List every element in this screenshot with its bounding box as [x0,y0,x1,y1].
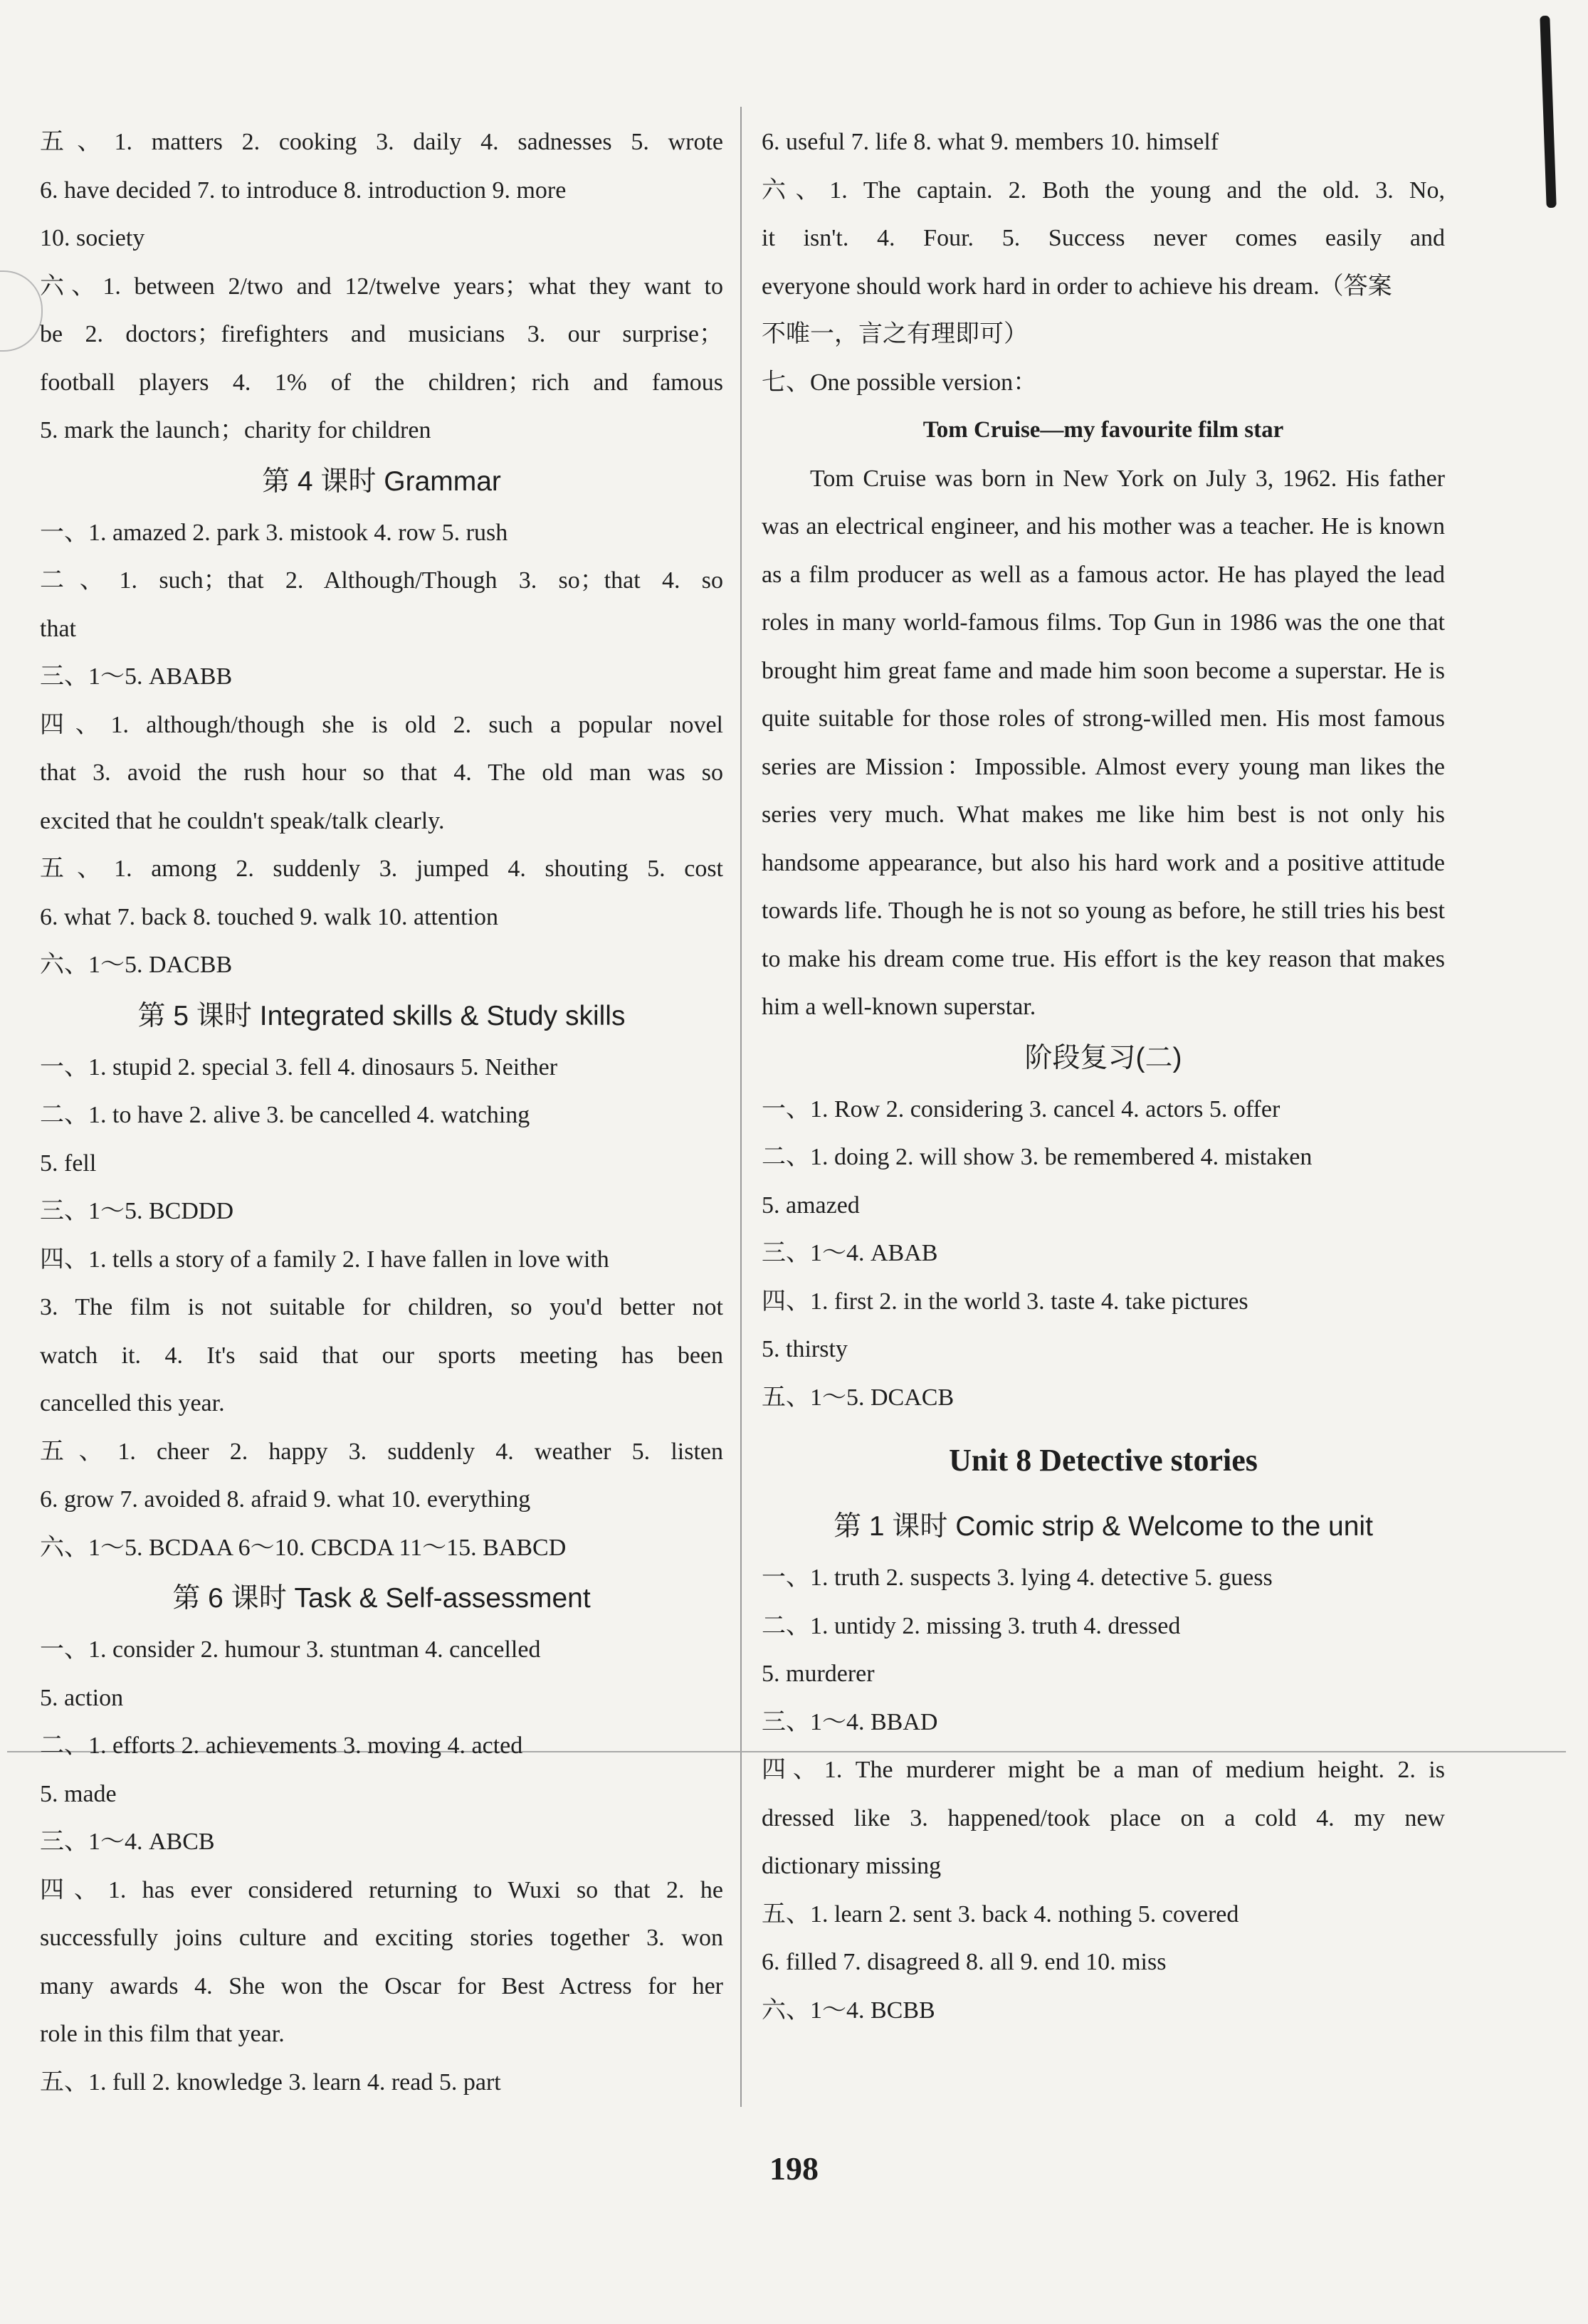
answer-line: 六、1～4. BCBB [762,1997,935,2024]
answer-line: 6. have decided 7. to introduce 8. introduction 9. more [40,177,567,204]
answer-line: 五、1. learn 2. sent 3. back 4. nothing 5. covered [762,1900,1239,1928]
answer-line: 六、1～5. DACBB [40,952,233,978]
answer-line: 一、1. stupid 2. special 3. fell 4. dinosaurs 5. Neither [40,1053,558,1080]
right-column [762,118,1445,2034]
answer-line: that [40,615,76,642]
answer-line: role in this film that year. [40,2021,285,2047]
answer-line: 四、1. first 2. in the world 3. taste 4. take pictures [762,1288,1248,1315]
answer-line: that 3. avoid the rush hour so that 4. The old man was so [40,759,723,786]
lesson-heading: 第 6 课时 Task & Self-assessment [172,1583,591,1614]
page-number: 198 [769,2150,819,2187]
answer-line: 5. made [40,1780,117,1807]
answer-line: 三、1～4. BBAD [762,1708,938,1735]
answer-line: 6. what 7. back 8. touched 9. walk 10. attention [40,903,498,930]
answer-line: 五、1. matters 2. cooking 3. daily 4. sadnesses 5. wrote [40,129,723,155]
lesson-heading: 第 5 课时 Integrated skills & Study skills [137,1000,626,1031]
essay-paragraph: Tom Cruise was born in New York on July 3, 1962. His father was an electrical engineer, and his mother was a teacher. He is known as a film producer as well as a famous actor. He has played the lead roles in many world-famous films. Top Gun in 1986 was the one that brought him great fame and made him soon become a superstar. He is quite suitable for those roles of strong-willed men. His most famous series are Mission：Impossible. Almost every young man likes the series very much. What makes me like him best is not only his handsome appearance, but also his hard work and a positive attitude towards life. Though he is not so young as before, he still tries his best to make his dream come true. His effort is the key reason that makes him a well-known superstar. [762,465,1445,1020]
answer-line: dressed like 3. happened/took place on a cold 4. my new [762,1804,1445,1831]
answer-line: 5. amazed [762,1192,860,1219]
answer-line: 二、1. to have 2. alive 3. be cancelled 4. watching [40,1102,530,1128]
answer-line: 二、1. efforts 2. achievements 3. moving 4. acted [40,1733,523,1759]
answer-line: 二、1. untidy 2. missing 3. truth 4. dressed [762,1612,1181,1639]
answer-line: excited that he couldn't speak/talk clearly. [40,807,445,834]
answer-line: 六、1～5. BCDAA 6～10. CBCDA 11～15. BABCD [40,1534,567,1561]
lesson-heading: 阶段复习(二) [1024,1042,1182,1073]
answer-line: 七、One possible version： [762,369,1038,396]
answer-line: it isn't. 4. Four. 5. Success never comes easily and [762,225,1445,251]
library-stamp [0,270,43,352]
answer-line: 3. The film is not suitable for children, so you'd better not [40,1294,723,1320]
answer-line: be 2. doctors；firefighters and musicians 3. our surprise； [40,321,723,347]
lesson-heading: 第 1 课时 Comic strip & Welcome to the unit [834,1511,1373,1542]
answer-line: 二、1. doing 2. will show 3. be remembered 4. mistaken [762,1144,1313,1170]
answer-line: 6. useful 7. life 8. what 9. members 10. himself [762,129,1219,155]
answer-line: 五、1. cheer 2. happy 3. suddenly 4. weather 5. listen [40,1438,723,1465]
answer-line: 5. mark the launch；charity for children [40,417,431,443]
answer-line: 三、1～5. ABABB [40,663,233,690]
answer-line: successfully joins culture and exciting stories together 3. won [40,1925,723,1951]
answer-line: 二、1. such；that 2. Although/Though 3. so；that 4. so [40,567,723,594]
answer-line: 10. society [40,225,145,251]
answer-line: dictionary missing [762,1853,942,1879]
column-divider [740,107,742,2107]
answer-line: 5. action [40,1684,124,1711]
lesson-heading: 第 4 课时 Grammar [262,466,501,497]
answer-line: 四、1. although/though she is old 2. such a popular novel [40,711,723,738]
answer-line: 一、1. Row 2. considering 3. cancel 4. actors 5. offer [762,1095,1281,1122]
answer-line: 四、1. has ever considered returning to Wuxi so that 2. he [40,1876,723,1903]
answer-line: 一、1. consider 2. humour 3. stuntman 4. cancelled [40,1636,541,1663]
unit-title: Unit 8 Detective stories [949,1443,1258,1478]
answer-line: 五、1～5. DCACB [762,1384,955,1411]
answer-line: 四、1. tells a story of a family 2. I have fallen in love with [40,1246,609,1273]
page-edge-mark [1540,16,1556,208]
left-column [40,118,723,2106]
answer-line: 四、1. The murderer might be a man of medium height. 2. is [762,1757,1445,1783]
answer-line: 不唯一，言之有理即可） [762,321,1028,347]
answer-line: 五、1. full 2. knowledge 3. learn 4. read 5. part [40,2068,501,2096]
answer-line: 6. grow 7. avoided 8. afraid 9. what 10. everything [40,1486,531,1513]
answer-line: 三、1～4. ABAB [762,1240,938,1266]
answer-line: 6. filled 7. disagreed 8. all 9. end 10. miss [762,1949,1167,1975]
answer-line: cancelled this year. [40,1390,225,1416]
answer-line: 5. fell [40,1150,97,1177]
answer-line: many awards 4. She won the Oscar for Best Actress for her [40,1972,723,1999]
answer-line: 六、1. The captain. 2. Both the young and the old. 3. No, [762,177,1445,204]
answer-line: 5. murderer [762,1661,875,1687]
answer-line: 5. thirsty [762,1336,848,1362]
answer-line: 六、1. between 2/two and 12/twelve years；what they want to [40,273,723,300]
essay-title: Tom Cruise—my favourite film star [922,417,1284,443]
answer-line: 三、1～5. BCDDD [40,1198,234,1224]
answer-line: football players 4. 1% of the children；rich and famous [40,369,723,396]
answer-line: 一、1. truth 2. suspects 3. lying 4. detective 5. guess [762,1565,1273,1591]
answer-line: everyone should work hard in order to achieve his dream.（答案 [762,273,1392,300]
answer-line: 三、1～4. ABCB [40,1829,215,1855]
answer-line: 一、1. amazed 2. park 3. mistook 4. row 5. rush [40,519,508,546]
answer-line: watch it. 4. It's said that our sports meeting has been [40,1342,723,1369]
answer-line: 五、1. among 2. suddenly 3. jumped 4. shouting 5. cost [40,856,723,882]
